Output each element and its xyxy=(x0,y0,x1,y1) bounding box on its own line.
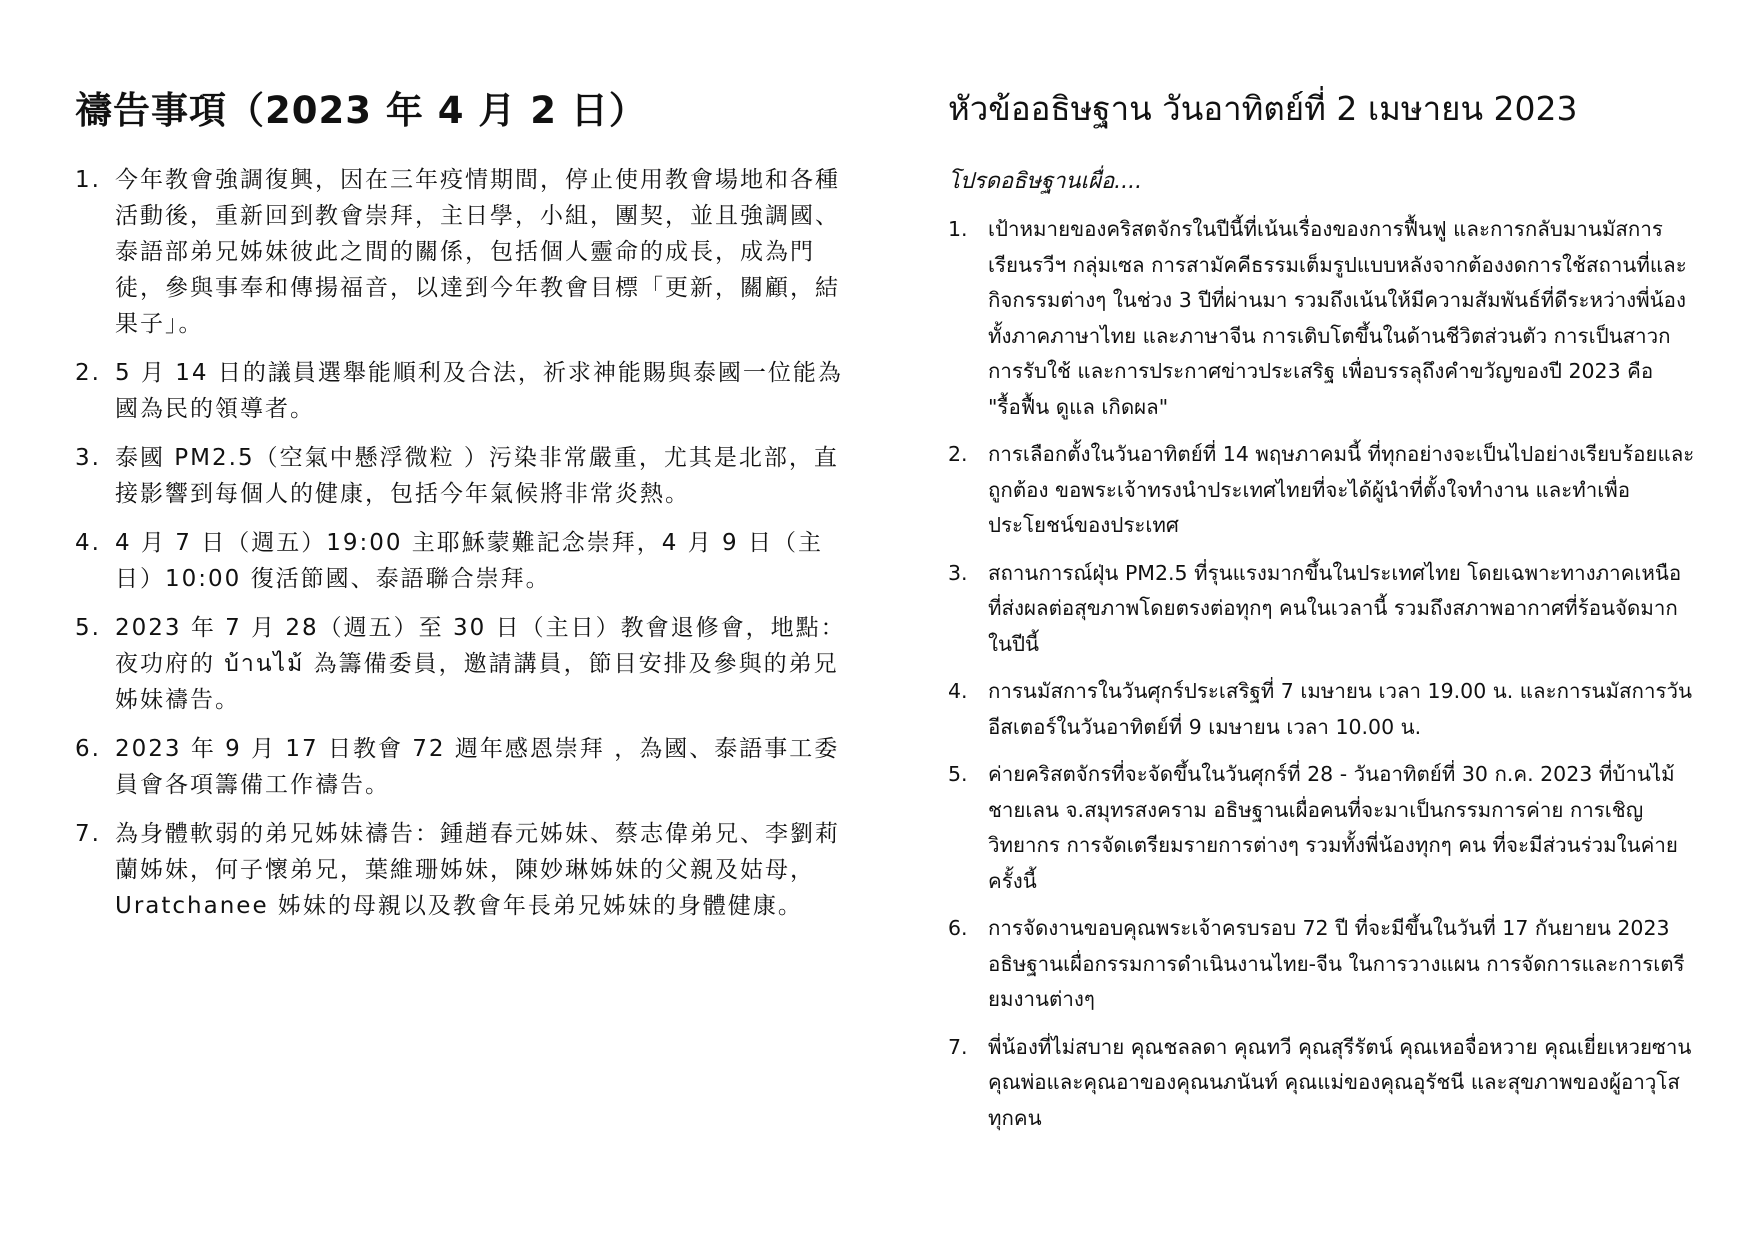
item-number: 7. xyxy=(75,821,101,847)
item-number: 6. xyxy=(948,916,968,940)
thai-prayer-item-4 xyxy=(948,674,1700,745)
thai-prayer-item-6 xyxy=(948,911,1700,1018)
chinese-prayer-column xyxy=(75,70,855,937)
item-number: 4. xyxy=(948,679,968,703)
chinese-prayer-list xyxy=(75,162,855,924)
item-text: การนมัสการในวันศุกร์ประเสริฐที่ 7 เมษายน เวลา 19.00 น. และการนมัสการวันอีสเตอร์ในวันอาทิตย์ที่ 9 เมษายน เวลา 10.00 น. xyxy=(988,679,1693,739)
chinese-prayer-item-7 xyxy=(75,816,855,924)
item-number: 2. xyxy=(75,360,101,386)
item-text: 2023 年 9 月 17 日教會 72 週年感恩崇拜 ，為國、泰語事工委員會各項籌備工作禱告。 xyxy=(115,736,840,798)
item-number: 3. xyxy=(75,445,101,471)
item-text: 今年教會強調復興，因在三年疫情期間，停止使用教會場地和各種活動後，重新回到教會崇拜，主日學，小組，團契，並且強調國、泰語部弟兄姊妹彼此之間的關係，包括個人靈命的成長，成為門徒，參與事奉和傳揚福音，以達到今年教會目標「更新，關顧，結果子」。 xyxy=(115,167,840,337)
thai-prayer-item-5 xyxy=(948,757,1700,899)
chinese-prayer-item-5 xyxy=(75,610,855,718)
item-number: 6. xyxy=(75,736,101,762)
item-number: 4. xyxy=(75,530,101,556)
item-text: 2023 年 7 月 28（週五）至 30 日（主日）教會退修會，地點：夜功府的 บ้านไม้ 為籌備委員，邀請講員，節目安排及參與的弟兄姊妹禱告。 xyxy=(115,615,846,713)
thai-prayer-item-1 xyxy=(948,212,1700,425)
item-text: พี่น้องที่ไม่สบาย คุณชลลดา คุณทวี คุณสุรีรัตน์ คุณเหอจื่อหวาย คุณเยี่ยเหวยซาน คุณพ่อและคุณอาของคุณนภนันท์ คุณแม่ของคุณอุรัชนี และสุขภาพของผู้อาวุโสทุกคน xyxy=(988,1034,1692,1130)
item-text: ค่ายคริสตจักรที่จะจัดขึ้นในวันศุกร์ที่ 28 - วันอาทิตย์ที่ 30 ก.ค. 2023 ที่บ้านไม้ชายเลน จ.สมุทรสงคราม อธิษฐานเผื่อคนที่จะมาเป็นกรรมการค่าย การเชิญวิทยากร การจัดเตรียมรายการต่างๆ รวมทั้งพี่น้องทุกๆ คน ที่จะมีส่วนร่วมในค่ายครั้งนี้ xyxy=(988,762,1678,893)
item-text: การจัดงานขอบคุณพระเจ้าครบรอบ 72 ปี ที่จะมีขึ้นในวันที่ 17 กันยายน 2023 อธิษฐานเผื่อกรรมการดำเนินงานไทย-จีน ในการวางแผน การจัดการและการเตรียมงานต่างๆ xyxy=(988,916,1685,1011)
thai-prayer-item-7 xyxy=(948,1030,1700,1137)
thai-prayer-list xyxy=(948,212,1700,1136)
item-text: เป้าหมายของคริสตจักรในปีนี้ที่เน้นเรื่องของการฟื้นฟู และการกลับมานมัสการ เรียนรวีฯ กลุ่มเซล การสามัคคีธรรมเต็มรูปแบบหลังจากต้องงดการใช้สถานที่และกิจกรรมต่างๆ ในช่วง 3 ปีที่ผ่านมา รวมถึงเน้นให้มีความสัมพันธ์ที่ดีระหว่างพี่น้องทั้งภาคภาษาไทย และภาษาจีน การเติบโตขึ้นในด้านชีวิตส่วนตัว การเป็นสาวก การรับใช้ และการประกาศข่าวประเสริฐ เพื่อบรรลุถึงคำขวัญของปี 2023 คือ "รื้อฟื้น ดูแล เกิดผล" xyxy=(988,217,1687,419)
item-text: 為身體軟弱的弟兄姊妹禱告：鍾趙春元姊妹、蔡志偉弟兄、李劉莉蘭姊妹，何子懷弟兄，葉維珊姊妹，陳妙琳姊妹的父親及姑母，Uratchanee 姊妹的母親以及教會年長弟兄姊妹的身體健康。 xyxy=(115,821,840,919)
item-number: 1. xyxy=(75,167,101,193)
thai-prayer-column xyxy=(948,70,1700,1148)
item-number: 3. xyxy=(948,560,968,585)
item-text: สถานการณ์ฝุ่น PM2.5 ที่รุนแรงมากขึ้นในประเทศไทย โดยเฉพาะทางภาคเหนือ ที่ส่งผลต่อสุขภาพโดยตรงต่อทุกๆ คนในเวลานี้ รวมถึงสภาพอากาศที่ร้อนจัดมากในปีนี้ xyxy=(988,560,1682,656)
item-text: 泰國 PM2.5（空氣中懸浮微粒 ）污染非常嚴重，尤其是北部，直接影響到每個人的健康，包括今年氣候將非常炎熱。 xyxy=(115,445,839,507)
item-text: 5 月 14 日的議員選舉能順利及合法，祈求神能賜與泰國一位能為國為民的領導者。 xyxy=(115,360,843,422)
chinese-prayer-item-6 xyxy=(75,731,855,803)
item-text: การเลือกตั้งในวันอาทิตย์ที่ 14 พฤษภาคมนี้ ที่ทุกอย่างจะเป็นไปอย่างเรียบร้อยและถูกต้อง ขอพระเจ้าทรงนำประเทศไทยที่จะได้ผู้นำที่ตั้งใจทำงาน และทำเพื่อประโยชน์ของประเทศ xyxy=(988,442,1695,537)
chinese-prayer-item-3 xyxy=(75,440,855,512)
item-number: 2. xyxy=(948,442,968,466)
chinese-title: 禱告事項（2023 年 4 月 2 日） xyxy=(75,89,647,132)
item-number: 1. xyxy=(948,217,968,241)
chinese-prayer-item-4 xyxy=(75,525,855,597)
thai-prayer-item-3 xyxy=(948,556,1700,663)
item-number: 5. xyxy=(948,762,968,786)
item-text: 4 月 7 日（週五）19:00 主耶穌蒙難記念崇拜，4 月 9 日（主日）10:00 復活節國、泰語聯合崇拜。 xyxy=(115,530,823,592)
chinese-prayer-item-1 xyxy=(75,162,855,342)
chinese-prayer-item-2 xyxy=(75,355,855,427)
thai-prayer-item-2 xyxy=(948,437,1700,544)
item-number: 7. xyxy=(948,1034,968,1059)
thai-title: หัวข้ออธิษฐาน วันอาทิตย์ที่ 2 เมษายน 2023 xyxy=(948,89,1578,128)
thai-intro: โปรดอธิษฐานเผื่อ.... xyxy=(948,169,1143,194)
item-number: 5. xyxy=(75,615,101,641)
